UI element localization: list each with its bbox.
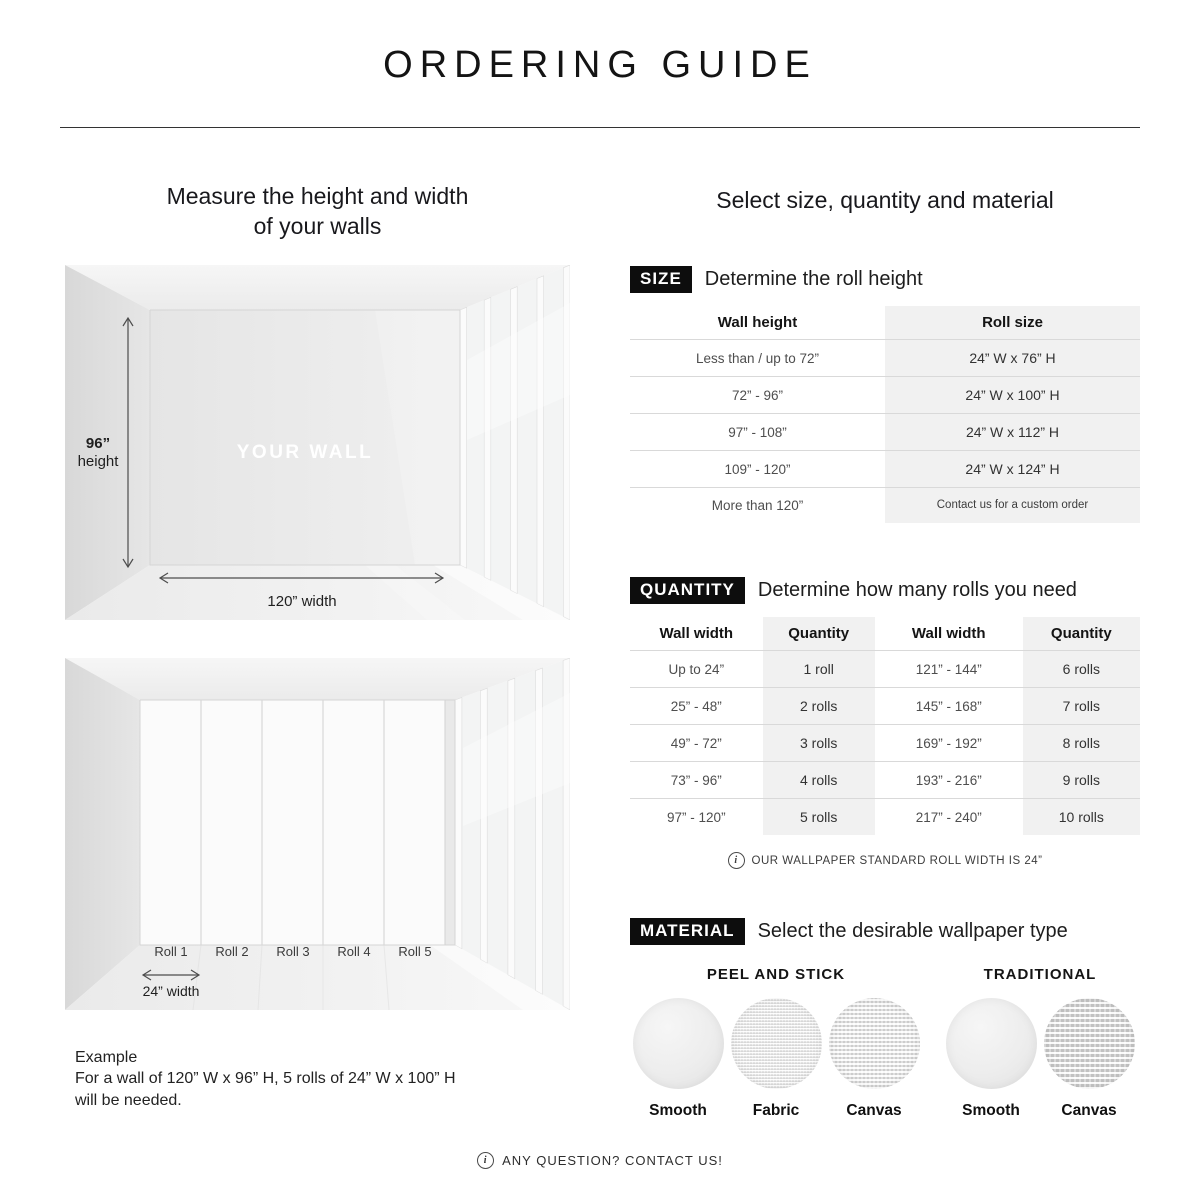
roll-label: Roll 4 — [337, 944, 371, 959]
select-section — [630, 181, 1140, 1171]
smooth-texture-icon — [946, 998, 1037, 1089]
table-row: More than 120” Contact us for a custom order — [630, 488, 1140, 524]
roll-width-note — [630, 852, 1140, 869]
size-header-wall-height: Wall height — [630, 306, 885, 340]
size-section-header — [630, 266, 1140, 293]
roll-label: Roll 2 — [215, 944, 249, 959]
traditional-group — [940, 966, 1140, 1120]
table-row: 25” - 48” 2 rolls 145” - 168” 7 rolls — [630, 688, 1140, 725]
example-title: Example — [75, 1049, 138, 1066]
room-illustration-1 — [65, 265, 570, 620]
room-illustration-2 — [65, 658, 570, 1010]
table-row: Up to 24” 1 roll 121” - 144” 6 rolls — [630, 651, 1140, 688]
roll-panels — [140, 700, 445, 945]
swatch-label: Fabric — [752, 1102, 800, 1119]
size-section — [630, 266, 1140, 523]
measure-section — [65, 181, 570, 1171]
peel-and-stick-title: PEEL AND STICK — [706, 966, 846, 983]
qty-header-wall-width-1: Wall width — [630, 617, 763, 651]
quantity-table-header-row — [630, 617, 1140, 651]
qty-header-quantity-1: Quantity — [763, 617, 875, 651]
quantity-subtitle: Determine how many rolls you need — [757, 579, 1077, 601]
swatch-label: Smooth — [962, 1102, 1020, 1119]
smooth-texture-icon — [633, 998, 724, 1089]
footer-contact-text: ANY QUESTION? CONTACT US! — [502, 1153, 723, 1168]
canvas-texture-icon — [829, 998, 920, 1089]
measure-heading — [65, 181, 570, 242]
roll-label: Roll 1 — [154, 944, 188, 959]
size-table-header-row — [630, 306, 1140, 340]
roll-label: Roll 5 — [398, 944, 432, 959]
size-header-roll-size: Roll size — [885, 306, 1140, 340]
size-subtitle: Determine the roll height — [704, 268, 923, 290]
table-row: 73” - 96” 4 rolls 193” - 216” 9 rolls — [630, 762, 1140, 799]
room-diagram-rolls — [65, 658, 570, 1015]
roll-label: Roll 3 — [276, 944, 310, 959]
quantity-section — [630, 577, 1140, 869]
height-value-label: 96” — [85, 435, 111, 452]
material-subtitle: Select the desirable wallpaper type — [757, 920, 1068, 942]
fabric-texture-icon — [731, 998, 822, 1089]
swatch-label: Canvas — [846, 1102, 902, 1119]
canvas-texture-icon — [1044, 998, 1135, 1089]
measure-heading-line2: of your walls — [253, 213, 382, 240]
info-icon: i — [728, 852, 745, 869]
traditional-title: TRADITIONAL — [983, 966, 1097, 983]
example-line-2: will be needed. — [75, 1091, 182, 1109]
roll-width-label: 24” width — [142, 983, 200, 999]
title-divider — [60, 127, 1140, 128]
example-line-1: For a wall of 120” W x 96” H, 5 rolls of 24” W x 100” H — [75, 1070, 456, 1088]
measure-heading-line1: Measure the height and width — [166, 183, 469, 209]
table-row: Less than / up to 72” 24” W x 76” H — [630, 340, 1140, 377]
select-heading: Select size, quantity and material — [716, 187, 1054, 213]
swatch-peel-fabric — [729, 998, 824, 1120]
peel-and-stick-group — [630, 966, 922, 1120]
swatch-traditional-smooth — [944, 998, 1039, 1120]
room-diagram-wall — [65, 265, 570, 625]
info-icon: i — [477, 1152, 494, 1169]
swatch-traditional-canvas — [1042, 998, 1137, 1120]
material-badge: MATERIAL — [630, 918, 745, 945]
swatch-peel-canvas — [827, 998, 922, 1120]
swatch-label: Canvas — [1061, 1102, 1117, 1119]
quantity-badge: QUANTITY — [630, 577, 745, 604]
table-row: 97” - 120” 5 rolls 217” - 240” 10 rolls — [630, 799, 1140, 836]
width-label: 120” width — [267, 593, 337, 610]
qty-header-quantity-2: Quantity — [1023, 617, 1140, 651]
table-row: 49” - 72” 3 rolls 169” - 192” 8 rolls — [630, 725, 1140, 762]
quantity-table — [630, 617, 1140, 835]
swatch-label: Smooth — [649, 1102, 707, 1119]
example-note — [75, 1047, 456, 1111]
height-word-label: height — [77, 453, 119, 470]
qty-header-wall-width-2: Wall width — [875, 617, 1023, 651]
table-row: 97” - 108” 24” W x 112” H — [630, 414, 1140, 451]
material-section — [630, 918, 1140, 1120]
your-wall-label: YOUR WALL — [236, 442, 374, 463]
quantity-section-header — [630, 577, 1140, 604]
roll-width-note-text: OUR WALLPAPER STANDARD ROLL WIDTH IS 24” — [751, 854, 1043, 867]
table-row: 72” - 96” 24” W x 100” H — [630, 377, 1140, 414]
size-table — [630, 306, 1140, 523]
swatch-peel-smooth — [631, 998, 726, 1120]
material-groups — [630, 966, 1140, 1120]
table-row: 109” - 120” 24” W x 124” H — [630, 451, 1140, 488]
footer-contact — [0, 1152, 1200, 1169]
material-section-header — [630, 918, 1140, 945]
size-badge: SIZE — [630, 266, 692, 293]
page-title: ORDERING GUIDE — [383, 44, 817, 86]
